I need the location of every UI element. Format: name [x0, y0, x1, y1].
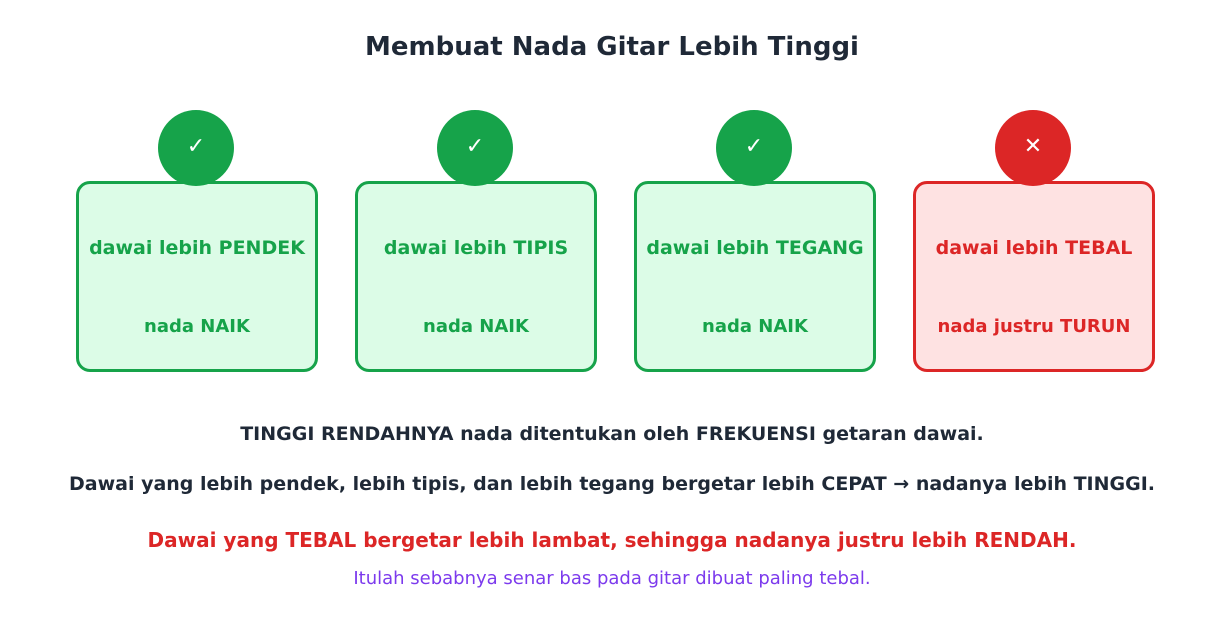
card-condition: dawai lebih PENDEK [89, 237, 305, 259]
card-condition: dawai lebih TIPIS [383, 237, 569, 259]
page-title: Membuat Nada Gitar Lebih Tinggi [365, 32, 859, 62]
card-thinner-string [355, 181, 597, 372]
card-result: nada NAIK [144, 316, 250, 337]
card-thicker-string [913, 181, 1155, 372]
explanation-thick: Dawai yang TEBAL bergetar lebih lambat, sehingga nadanya justru lebih RENDAH. [147, 528, 1077, 552]
card-result: nada NAIK [423, 316, 529, 337]
card-tighter-string [634, 181, 876, 372]
card-shorter-string [76, 181, 318, 372]
explanation-faster: Dawai yang lebih pendek, lebih tipis, dan lebih tegang bergetar lebih CEPAT → nadanya lebih TINGGI. [68, 473, 1156, 495]
card-result: nada NAIK [702, 316, 808, 337]
explanation-frequency: TINGGI RENDAHNYA nada ditentukan oleh FREKUENSI getaran dawai. [240, 423, 984, 445]
card-condition: dawai lebih TEBAL [935, 237, 1133, 259]
check-icon: ✓ [437, 110, 513, 186]
explanation-bass-note: Itulah sebabnya senar bas pada gitar dibuat paling tebal. [353, 568, 871, 589]
check-icon: ✓ [158, 110, 234, 186]
card-condition: dawai lebih TEGANG [646, 237, 864, 259]
cross-icon: ✕ [995, 110, 1071, 186]
check-icon: ✓ [716, 110, 792, 186]
card-result: nada justru TURUN [937, 316, 1131, 337]
